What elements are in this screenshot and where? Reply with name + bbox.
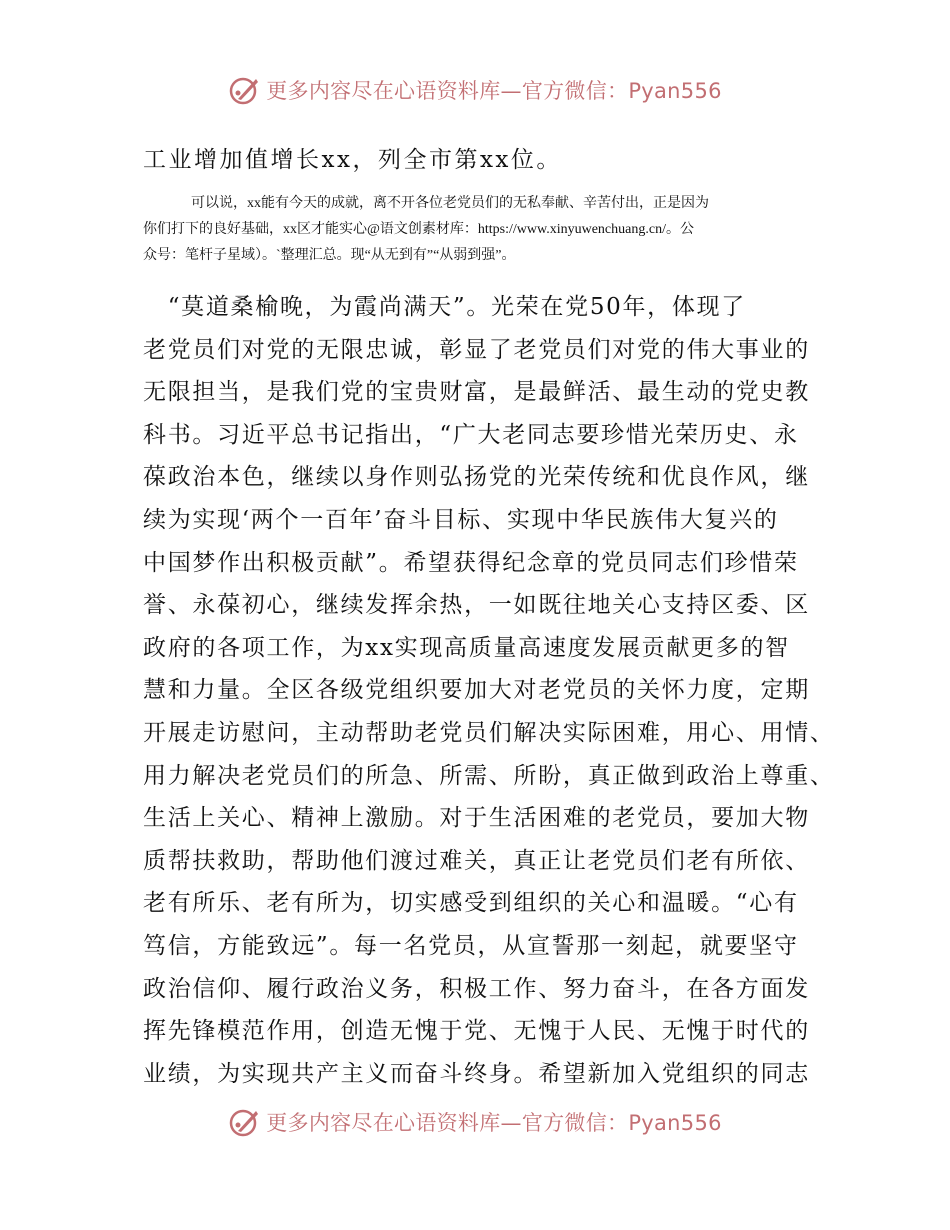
- header-banner: [0, 70, 950, 110]
- body-line: 老有所乐、老有所为，切实感受到组织的关心和温暖。“心有: [143, 890, 799, 917]
- body-line: 挥先锋模范作用，创造无愧于党、无愧于人民、无愧于时代的: [143, 1018, 810, 1045]
- inserted-note-paragraph: [143, 191, 823, 269]
- body-line: 慧和力量。全区各级党组织要加大对老党员的关怀力度，定期: [143, 677, 810, 704]
- note-line: 众号：笔杆子星域）。`整理汇总。现“从无到有”“从弱到强”。: [143, 248, 516, 263]
- banner-text: 更多内容尽在心语资料库—官方微信：Pyan556: [266, 1111, 722, 1135]
- body-line: 政治信仰、履行政治义务，积极工作、努力奋斗，在各方面发: [143, 975, 810, 1002]
- body-paragraph: [143, 286, 833, 1095]
- continued-line: 工业增加值增长xx，列全市第xx位。: [143, 147, 562, 173]
- quill-logo-icon: [228, 1105, 262, 1139]
- body-line: 开展走访慰问，主动帮助老党员们解决实际困难，用心、用情、: [143, 719, 835, 746]
- quill-logo-icon: [228, 73, 262, 107]
- body-line: 质帮扶救助，帮助他们渡过难关，真正让老党员们老有所依、: [143, 847, 810, 874]
- banner-text: 更多内容尽在心语资料库—官方微信：Pyan556: [266, 79, 722, 103]
- body-line: 无限担当，是我们党的宝贵财富，是最鲜活、最生动的党史教: [143, 379, 810, 406]
- footer-banner: [0, 1102, 950, 1142]
- note-line: 你们打下的良好基础，xx区才能实心@语文创素材库：https://www.xinyuwenchuang.cn/。公: [143, 222, 694, 237]
- body-line: 续为实现‘两个一百年’奋斗目标、实现中华民族伟大复兴的: [143, 506, 779, 533]
- body-line: 科书。习近平总书记指出，“广大老同志要珍惜光荣历史、永: [143, 421, 799, 448]
- body-line: “莫道桑榆晚，为霞尚满天”。光荣在党50年，体现了: [143, 294, 746, 320]
- body-line: 誉、永葆初心，继续发挥余热，一如既往地关心支持区委、区: [143, 592, 810, 619]
- body-line: 笃信，方能致远”。每一名党员，从宣誓那一刻起，就要坚守: [143, 932, 799, 959]
- body-line: 中国梦作出积极贡献”。希望获得纪念章的党员同志们珍惜荣: [143, 549, 799, 576]
- body-line: 生活上关心、精神上激励。对于生活困难的老党员，要加大物: [143, 805, 810, 832]
- body-line: 用力解决老党员们的所急、所需、所盼，真正做到政治上尊重、: [143, 762, 835, 789]
- body-line: 政府的各项工作，为xx实现高质量高速度发展贡献更多的智: [143, 634, 790, 661]
- body-line: 业绩，为实现共产主义而奋斗终身。希望新加入党组织的同志: [143, 1060, 810, 1087]
- body-line: 老党员们对党的无限忠诚，彰显了老党员们对党的伟大事业的: [143, 336, 810, 363]
- body-line: 葆政治本色，继续以身作则弘扬党的光荣传统和优良作风，继: [143, 464, 810, 491]
- note-line: 可以说，xx能有今天的成就，离不开各位老党员们的无私奉献、辛苦付出，正是因为: [191, 196, 709, 211]
